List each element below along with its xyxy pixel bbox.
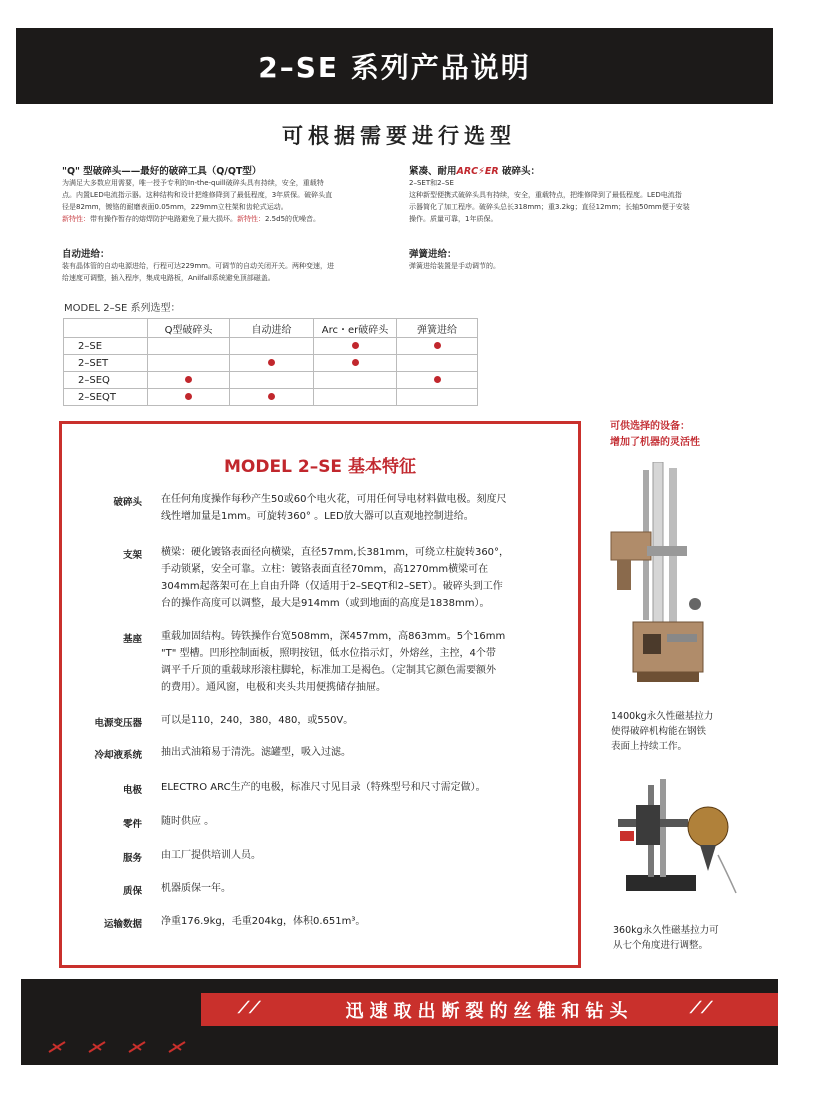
q-type-line: 为满足大多数应用需要，唯一授予专利的In-the-quill破碎头具有持续，安全，重载特 — [62, 179, 324, 187]
table-header-cell: Arc・er破碎头 — [314, 319, 397, 338]
feature-line: 在任何角度操作每秒产生50或60个电火花，可用任何导电材料做电极。刻度尺 — [161, 494, 507, 505]
mark-cell — [230, 338, 314, 355]
selection-dot — [352, 342, 359, 349]
table-header-cell: 弹簧进给 — [397, 319, 478, 338]
feature-line: 的费用）。通风窗，电极和夹头共用便携储存抽屉。 — [161, 682, 386, 693]
arc-er-title — [409, 163, 749, 177]
spark-decoration-icon — [45, 1036, 195, 1058]
mark-cell — [314, 372, 397, 389]
model-cell: 2–SET — [64, 355, 148, 372]
caption-small-magnet — [613, 923, 793, 953]
table-header-cell: 自动进给 — [230, 319, 314, 338]
selection-dot — [434, 342, 441, 349]
mark-cell — [148, 372, 230, 389]
new-feature-label: 新特性： — [237, 215, 265, 223]
model-cell: 2–SEQ — [64, 372, 148, 389]
feature-line: 线性增加量是1mm。可旋转360° 。LED放大器可以直观地控制进给。 — [161, 511, 474, 522]
model-cell: 2–SE — [64, 338, 148, 355]
mark-cell — [397, 389, 478, 406]
feature-line: 重载加固结构。铸铁操作台宽508mm，深457mm，高863mm。5个16mm — [161, 631, 506, 642]
auto-feed-line: 给速度可调整，插入程序，集成电路板，Anilfall系统避免顶部磁盖。 — [62, 274, 275, 282]
q-type-block — [62, 163, 402, 225]
feature-line: 随时供应 。 — [161, 816, 215, 827]
machine-photo-large — [603, 462, 715, 694]
feature-label: 冷却液系统 — [94, 750, 142, 761]
feature-text — [161, 813, 553, 830]
sidebar-heading-line: 增加了机器的灵活性 — [610, 437, 700, 448]
feature-line: 可以是110，240，380，480，或550V。 — [161, 715, 354, 726]
spring-feed-block — [409, 246, 749, 272]
feature-line: ELECTRO ARC生产的电极，标准尺寸见目录（特殊型号和尺寸需定做）。 — [161, 782, 486, 793]
q-type-line: 点。内置LED电流指示器。这种结构和设计把维修降到了最低程度，3年质保。破碎头直 — [62, 191, 333, 199]
feature-label: 破碎头 — [113, 497, 142, 508]
feature-line: "T" 型槽。凹形控制面板，照明按钮，低水位指示灯，外熔丝，主控，4个带 — [161, 648, 496, 659]
features-title: MODEL 2–SE 基本特征 — [224, 457, 416, 477]
table-header-cell — [64, 319, 148, 338]
feature-label: 支架 — [122, 550, 142, 561]
caption-line: 360kg永久性磁基拉力可 — [613, 925, 719, 936]
selection-dot — [352, 359, 359, 366]
spark-glyph: ⟋⟋ — [238, 998, 261, 1017]
new-feature-label: 新特性： — [62, 215, 90, 223]
feature-label: 基座 — [122, 634, 142, 645]
arc-er-logo: ARC⚡ER — [456, 166, 499, 177]
sidebar-heading — [610, 419, 800, 451]
q-type-line: 径是82mm，镀铬的耐磨表面0.05mm，229mm立柱架和齿轮式运动。 — [62, 203, 288, 211]
mark-cell — [148, 338, 230, 355]
mark-cell — [148, 389, 230, 406]
table-row — [64, 372, 478, 389]
spring-feed-line: 弹簧进给装置是手动调节的。 — [409, 262, 500, 270]
table-header-row — [64, 319, 478, 338]
mark-cell — [397, 372, 478, 389]
machine-photo-small — [608, 775, 746, 903]
feature-text — [161, 847, 553, 864]
caption-line: 1400kg永久性磁基拉力 — [611, 711, 714, 722]
arc-er-prefix: 紧凑、耐用 — [409, 166, 457, 177]
feature-text — [161, 913, 553, 930]
caption-large-magnet — [611, 709, 781, 754]
arc-er-suffix: 破碎头： — [501, 166, 540, 177]
feature-text — [161, 491, 553, 525]
feature-label: 电极 — [122, 785, 142, 796]
selection-dot — [434, 376, 441, 383]
feature-line: 净重176.9kg，毛重204kg，体积0.651m³。 — [161, 916, 366, 927]
arc-er-models: 2–SET和2–SE — [409, 179, 454, 187]
mark-cell — [397, 355, 478, 372]
q-type-new-feature — [62, 213, 402, 225]
selection-dot — [268, 393, 275, 400]
feature-text — [161, 712, 553, 729]
model-cell: 2–SEQT — [64, 389, 148, 406]
feature-text — [161, 880, 553, 897]
selection-heading: MODEL 2–SE 系列选型： — [64, 303, 181, 314]
arc-er-line: 操作。质量可靠，1年质保。 — [409, 215, 498, 223]
feature-line: 台的操作高度可以调整，最大是914mm（或到地面的高度是1838mm）。 — [161, 598, 490, 609]
spark-glyph: ⟋⟋ — [690, 998, 713, 1017]
table-row — [64, 389, 478, 406]
feature-label: 零件 — [122, 819, 142, 830]
auto-feed-title: 自动进给： — [62, 249, 110, 260]
feature-text — [161, 628, 553, 696]
new-feature-text: 2.5d5的优噪音。 — [265, 215, 321, 223]
section-subtitle: 可根据需要进行选型 — [282, 124, 516, 148]
page-title: 2–SE 系列产品说明 — [258, 51, 531, 84]
arc-er-block — [409, 163, 749, 225]
feature-text — [161, 779, 553, 796]
spring-feed-title: 弹簧进给： — [409, 249, 457, 260]
table-header-cell: Q型破碎头 — [148, 319, 230, 338]
arc-er-line: 这种新型便携式破碎头具有持续，安全，重载特点，把维修降到了最低程度。LED电流指 — [409, 191, 682, 199]
selection-dot — [185, 393, 192, 400]
arc-er-line: 示器简化了加工程序。破碎头总长318mm；重3.2kg；直径12mm；长轴50mm便于安装 — [409, 203, 690, 211]
mark-cell — [230, 389, 314, 406]
mark-cell — [397, 338, 478, 355]
feature-line: 横梁：硬化镀铬表面径向横梁，直径57mm,长381mm，可绕立柱旋转360°， — [161, 547, 510, 558]
new-feature-text: 带有操作暂存的熔焊防护电路避免了最大损坏。 — [90, 215, 237, 223]
sidebar-heading-line: 可供选择的设备： — [610, 421, 690, 432]
mark-cell — [314, 389, 397, 406]
feature-line: 调平千斤顶的重载球形滚柱脚轮，标准加工是褐色。（定制其它颜色需要额外 — [161, 665, 496, 676]
feature-line: 抽出式油箱易于清洗。滤罐型，吸入过滤。 — [161, 747, 351, 758]
mark-cell — [314, 355, 397, 372]
feature-line: 手动锁紧，安全可靠。立柱：镀铬表面直径70mm，高1270mm横梁可在 — [161, 564, 489, 575]
mark-cell — [230, 372, 314, 389]
auto-feed-line: 装有晶体管的自动电源进给，行程可达229mm。可调节的自动关闭开关。两种变速，进 — [62, 262, 334, 270]
q-type-title: "Q" 型破碎头——最好的破碎工具（Q/QT型） — [62, 166, 262, 177]
feature-text — [161, 744, 553, 761]
selection-table — [63, 318, 478, 406]
table-row — [64, 355, 478, 372]
caption-line: 表面上持续工作。 — [611, 741, 688, 752]
selection-dot — [268, 359, 275, 366]
footer-slogan: 迅速取出断裂的丝锥和钻头 — [345, 1001, 634, 1022]
selection-dot — [185, 376, 192, 383]
feature-line: 304mm起落架可在上自由升降（仅适用于2–SEQT和2–SET）。破碎头到工作 — [161, 581, 503, 592]
feature-label: 电源变压器 — [94, 718, 142, 729]
caption-line: 从七个角度进行调整。 — [613, 940, 709, 951]
caption-line: 使得破碎机构能在钢铁 — [611, 726, 707, 737]
feature-label: 质保 — [122, 886, 142, 897]
feature-label: 运输数据 — [103, 919, 142, 930]
feature-line: 机器质保一年。 — [161, 883, 231, 894]
mark-cell — [314, 338, 397, 355]
auto-feed-block — [62, 246, 402, 284]
mark-cell — [230, 355, 314, 372]
table-row — [64, 338, 478, 355]
feature-label: 服务 — [122, 853, 142, 864]
feature-text — [161, 544, 553, 612]
mark-cell — [148, 355, 230, 372]
feature-line: 由工厂提供培训人员。 — [161, 850, 261, 861]
